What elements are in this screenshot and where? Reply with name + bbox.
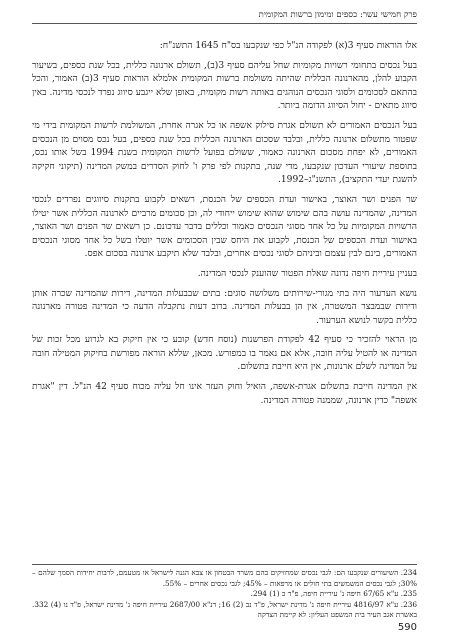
paragraph: מן הראוי להזכיר כי סעיף 42 לפקודת הפרשנות (נוסח חדש) קובע כי אין חיקוק בא לגרוע מכל זכות של המדינה או להטיל עליה חובה, אלא אם נאמר בו במפורש. מכאן, שללא הוראה מפורשת בחיקוק המטילה חובה על המדינה לשלם ארנונות, אין היא חייבת בתשלום. bbox=[32, 335, 417, 373]
body-text bbox=[32, 40, 417, 414]
footnote: 236. ע"א 4816/97 עיריית חיפה נ' מדינת ישראל, פ"ד נב (2) 16; דנ"א 2687/00 עיריית חיפה נ' מדינת ישראל, פ"ד נו (4) 332. באשרת אגב העיר בית המשפט העליון: לא קיימת הצדקה bbox=[32, 599, 417, 619]
paragraph: אלו הוראות סעיף 3(א) לפקודה הנ"ל כפי שנקבעו בס"ח 1645 התשנ"ח: bbox=[159, 41, 417, 51]
paragraph: בעניין עיריית חיפה נדונה שאלת הפטור שהוענק לנכסי המדינה. bbox=[197, 268, 417, 279]
footnote: 235. ע"א 67/65 חיפה נ' עיריית חיפה, פ"ד כ (1) 294. bbox=[250, 589, 417, 598]
paragraph: שר הפנים ושר האוצר, באישור ועדת הכספים של הכנסת, רשאים לקבוע בתקנות סיווגים נפרדים לנכסי המדינה, שהמדינה עושה בהם שימוש שהוא שימוש ייחודי לה, וכן סכומים מרביים לארנונה הכללית אשר יטילו הרשויות המקומיות על כל אחד מסוגי הנכסים כאמור וכללים בדבר עדכונם. כן רשאים שר הפנים ושר האוצר, באישור ועדת הכספים של הכנסת, לקבוע את היחס שבין הסכומים אשר יוטלו בשל כל אחד מסוגי הנכסים האמורים, בינם לבין עצמם וביניהם לסוגי נכסים אחרים, ובלבד שלא תיקבע ארנונה בסכום אפס. bbox=[32, 194, 417, 260]
paragraph: בעל הנכסים האמורים לא תשולם אגרת סילוק אשפה או כל אגרה אחרת, המשולמת לרשות המקומית בידי מי שפטור מתשלום ארנונה כללית, ובלבד שסכום הארנונה הכללית בכל שנת כספים, בעל נכס מסוים מן הנכסים האמורים, לא יפחת מסכום הארנונה כאמור, ששולם בפועל לרשות המקומית בשנת 1994 בשל אותו נכס, בתוספת שיעורי העדכון שנקבעו, מדי שנה, בתקנות לפי פרק ו' לחוק הסדרים במשק המדינה (תיקוני חקיקה להשגת יעדי התקציב), התשנ"ג–1992. bbox=[32, 120, 417, 186]
page-number: 590 bbox=[397, 622, 417, 633]
paragraph: אין המדינה חייבת בתשלום אגרת-אשפה, הואיל וחוק העזר אינו חל עליה מכוח סעיף 42 הנ"ל. דין "אגרת אשפה" כדין ארנונה, שממנה פטורה המדינה. bbox=[32, 382, 417, 406]
running-header: פרק חמישי עשר: כספים ומימון ברשות המקומית bbox=[32, 10, 417, 24]
paragraph: נושא הערעור היה בתי מגורי-שירותים משלושה סוגים: בתים שבבעלות המדינה, דירות שהמדינה שכרה אותן ודירות שבמבצר המשטרה, אין הן בבעלות המדינה. ברוב דעות נתקבלה הדעה כי המדינה פטורה מארנונה כללית בקשר לנושא הערעור. bbox=[32, 288, 417, 326]
footnotes bbox=[32, 564, 417, 621]
footnote: 234. השיעורים שנקבעו הם: לגבי נכסים שמחזיקים בהם משרד הבטחון או צבא הגנה לישראל או מטעמם, לרבות יחידות הסמך שלהם – 30%; לגבי נכסים המשמשים בתי חולים או מרפאות – 45%; לגבי נכסים אחרים – 55%. bbox=[32, 568, 417, 588]
paragraph: בעל נכסים בתחומי רשויות מקומיות שחל עליהם סעיף 3(ב), תשולם ארנונה כללית, בכל שנת כספים, בשיעור הקבוע להלן, מהארנונה הכללית שהיתה משולמת ברשות המקומית אלמלא הוראות סעיף 3(ב) האמור, והכל בהתאם לסכומים ולסוגי הנכסים הנוהגים באותה רשות מקומית, באופן שלא ייגבע סיווג נפרד לנכסי מדינה. באין סיווג מתאים - יחול הסיווג הדומה ביותר. bbox=[32, 60, 418, 112]
